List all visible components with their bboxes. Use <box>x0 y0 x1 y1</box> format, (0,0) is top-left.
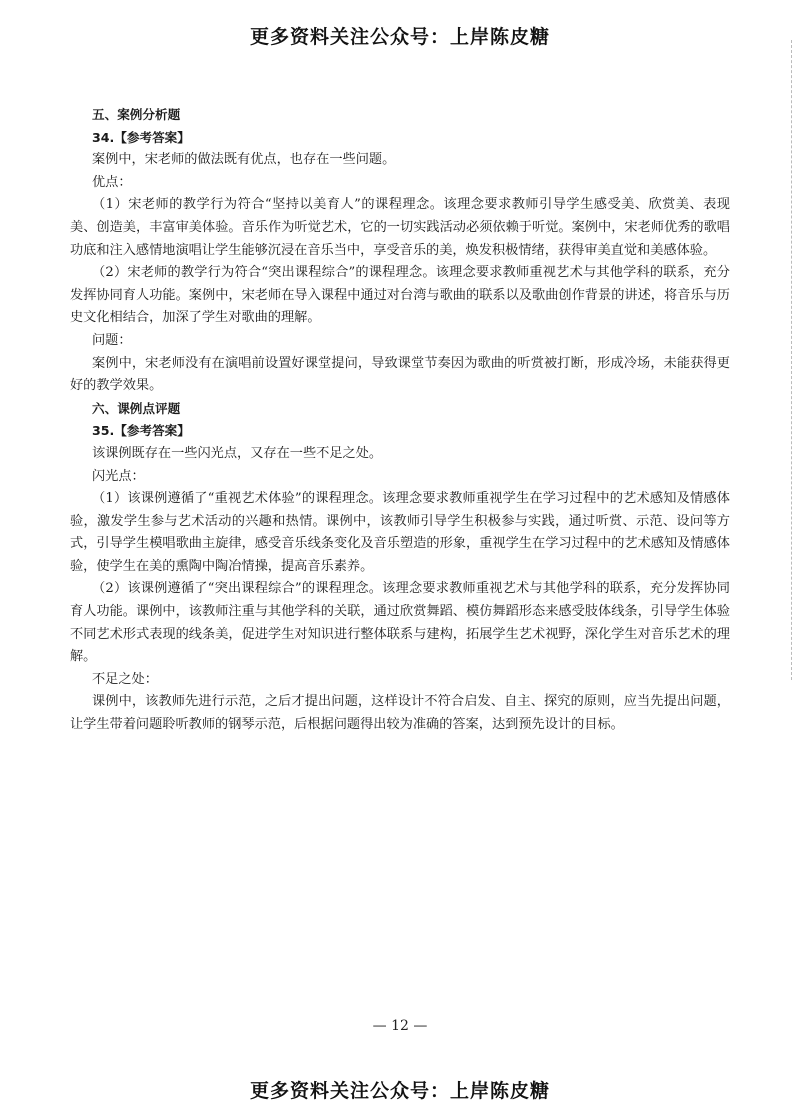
paragraph: 案例中，宋老师的做法既有优点，也存在一些问题。 <box>92 152 396 168</box>
scan-edge-line <box>790 40 792 680</box>
answer-label: 35.【参考答案】 <box>92 423 190 439</box>
footer-banner: 更多资料关注公众号：上岸陈皮糖 <box>249 1080 550 1102</box>
section-heading: 六、课例点评题 <box>92 400 181 416</box>
paragraph: （1）宋老师的教学行为符合“坚持以美育人”的课程理念。该理念要求教师引导学生感受美、欣赏美、表现美、创造美，丰富审美体验。音乐作为听觉艺术，它的一切实践活动必须依赖于听觉。案例中，宋老师优秀的歌唱功底和注入感情地演唱让学生能够沉浸在音乐当中，享受音乐的美，焕发积极情绪，获得审美直觉和美感体验。 <box>70 197 730 258</box>
answer-label: 34.【参考答案】 <box>92 129 190 145</box>
paragraph: 问题： <box>92 332 132 348</box>
paragraph: 不足之处： <box>92 671 158 687</box>
paragraph: 闪光点： <box>92 468 145 484</box>
paragraph: （1）该课例遵循了“重视艺术体验”的课程理念。该理念要求教师重视学生在学习过程中的艺术感知及情感体验，激发学生参与艺术活动的兴趣和热情。课例中，该教师引导学生积极参与实践，通过听赏、示范、设问等方式，引导学生模唱歌曲主旋律，感受音乐线条变化及音乐塑造的形象，重视学生在学习过程中的艺术感知及情感体验，使学生在美的熏陶中陶冶情操，提高音乐素养。 <box>70 491 730 574</box>
paragraph: 课例中，该教师先进行示范，之后才提出问题，这样设计不符合启发、自主、探究的原则，应当先提出问题，让学生带着问题聆听教师的钢琴示范，后根据问题得出较为准确的答案，达到预先设计的目标。 <box>70 694 730 733</box>
section-heading: 五、案例分析题 <box>92 107 181 122</box>
paragraph: 案例中，宋老师没有在演唱前设置好课堂提问，导致课堂节奏因为歌曲的听赏被打断，形成冷场，未能获得更好的教学效果。 <box>70 355 730 394</box>
header-banner: 更多资料关注公众号：上岸陈皮糖 <box>249 26 550 48</box>
page-number: — 12 — <box>372 1018 428 1034</box>
paragraph: 优点： <box>92 174 132 190</box>
paragraph: （2）宋老师的教学行为符合“突出课程综合”的课程理念。该理念要求教师重视艺术与其他学科的联系，充分发挥协同育人功能。案例中，宋老师在导入课程中通过对台湾与歌曲的联系以及歌曲创作背景的讲述，将音乐与历史文化相结合，加深了学生对歌曲的理解。 <box>70 265 730 326</box>
page-content <box>70 104 730 737</box>
paragraph: （2）该课例遵循了“突出课程综合”的课程理念。该理念要求教师重视艺术与其他学科的联系，充分发挥协同育人功能。课例中，该教师注重与其他学科的关联，通过欣赏舞蹈、模仿舞蹈形态来感受肢体线条，引导学生体验不同艺术形式表现的线条美，促进学生对知识进行整体联系与建构，拓展学生艺术视野，深化学生对音乐艺术的理解。 <box>70 581 730 665</box>
paragraph: 该课例既存在一些闪光点，又存在一些不足之处。 <box>92 445 383 461</box>
